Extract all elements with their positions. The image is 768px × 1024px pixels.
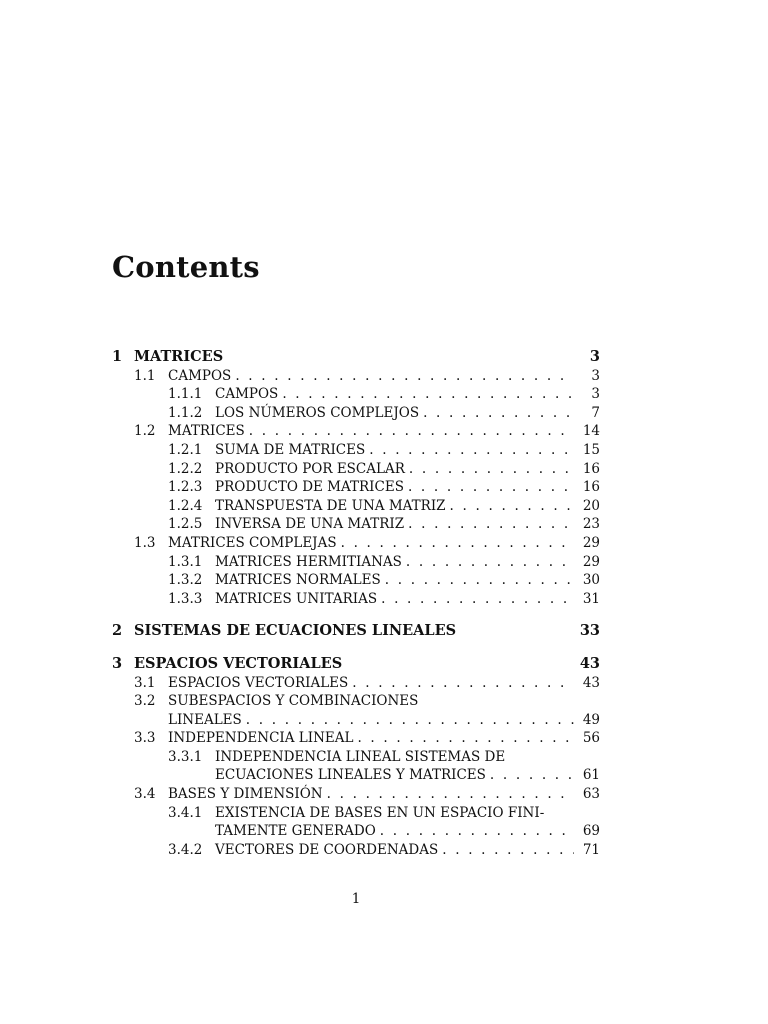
dot-leader (341, 534, 574, 553)
toc-number: 1.3 (134, 534, 156, 551)
toc-page: 23 (582, 516, 600, 533)
toc-title: INDEPENDENCIA LINEAL (168, 730, 354, 747)
toc-title: MATRICES HERMITIANAS (215, 553, 402, 570)
toc-number: 3.3 (134, 730, 156, 747)
toc-title: BASES Y DIMENSIÓN (168, 786, 323, 803)
toc-chapter-3[interactable] (112, 655, 600, 674)
dot-leader (408, 515, 574, 534)
toc-page: 29 (582, 534, 600, 551)
toc-subsection-3-4-1[interactable] (112, 804, 600, 823)
dot-leader (246, 711, 574, 730)
toc-title-line-2: LINEALES (168, 711, 242, 728)
toc-section-1-1[interactable] (112, 367, 600, 386)
toc-page: 56 (582, 730, 600, 747)
toc-title: SUMA DE MATRICES (215, 441, 366, 458)
toc-title: ESPACIOS VECTORIALES (168, 674, 349, 691)
dot-leader (442, 841, 574, 860)
toc-title: MATRICES (168, 423, 245, 440)
toc-number: 1.3.3 (168, 590, 203, 607)
toc-section-1-2[interactable] (112, 422, 600, 441)
toc-title: VECTORES DE COORDENADAS (215, 841, 439, 858)
toc-title: CAMPOS (215, 386, 279, 403)
dot-leader (423, 404, 574, 423)
toc-number: 1.3.1 (168, 553, 203, 570)
toc-number: 1.1.2 (168, 404, 203, 421)
dot-leader (408, 478, 574, 497)
dot-leader (381, 590, 574, 609)
toc-title: PRODUCTO POR ESCALAR (215, 460, 405, 477)
toc-number: 3 (112, 654, 123, 672)
dot-leader (369, 441, 574, 460)
toc-title: PRODUCTO DE MATRICES (215, 479, 404, 496)
toc-page: 15 (582, 441, 600, 458)
toc-number: 1.2.1 (168, 441, 203, 458)
toc-number: 1.2.4 (168, 497, 203, 514)
toc-title: MATRICES UNITARIAS (215, 590, 378, 607)
dot-leader (490, 766, 574, 785)
toc-title-line-2: ECUACIONES LINEALES Y MATRICES (215, 767, 486, 784)
toc-subsection-1-2-5[interactable] (112, 515, 600, 534)
toc-title: LOS NÚMEROS COMPLEJOS (215, 404, 420, 421)
dot-leader (327, 785, 574, 804)
toc-section-3-2-continued[interactable] (168, 711, 600, 730)
toc-title: MATRICES (134, 348, 224, 365)
toc-section-3-3[interactable] (112, 729, 600, 748)
toc-subsection-1-2-4[interactable] (112, 497, 600, 516)
toc-number: 3.1 (134, 674, 156, 691)
toc-subsection-1-3-3[interactable] (112, 590, 600, 609)
dot-leader (450, 497, 574, 516)
dot-leader (249, 422, 574, 441)
toc-page: 30 (582, 572, 600, 589)
toc-page: 3 (591, 367, 600, 384)
toc-chapter-1[interactable] (112, 348, 600, 367)
toc-title-line-1: INDEPENDENCIA LINEAL SISTEMAS DE (215, 748, 506, 765)
toc-title-line-2: TAMENTE GENERADO (215, 823, 376, 840)
toc-number: 1 (112, 348, 123, 365)
toc-page: 43 (579, 654, 600, 672)
toc-number: 1.2.5 (168, 516, 203, 533)
toc-number: 2 (112, 622, 123, 640)
dot-leader (235, 367, 574, 386)
dot-leader (282, 385, 574, 404)
toc-subsection-1-3-1[interactable] (112, 553, 600, 572)
toc-page: 29 (582, 553, 600, 570)
toc-subsection-3-3-1-continued[interactable] (215, 766, 600, 785)
toc-number: 1.3.2 (168, 572, 203, 589)
toc-page: 16 (582, 479, 600, 496)
toc-number: 3.2 (134, 693, 156, 710)
dot-leader (380, 822, 574, 841)
toc-section-1-3[interactable] (112, 534, 600, 553)
toc-subsection-1-2-3[interactable] (112, 478, 600, 497)
toc-subsection-1-2-1[interactable] (112, 441, 600, 460)
toc-page: 43 (582, 674, 600, 691)
toc-number: 1.1 (134, 367, 156, 384)
toc-subsection-3-4-1-continued[interactable] (215, 822, 600, 841)
toc-title: TRANSPUESTA DE UNA MATRIZ (215, 497, 446, 514)
toc-page: 49 (582, 711, 600, 728)
toc-title: SISTEMAS DE ECUACIONES LINEALES (134, 622, 457, 640)
toc-number: 3.4.1 (168, 804, 203, 821)
toc-subsection-1-1-1[interactable] (112, 385, 600, 404)
toc-section-3-4[interactable] (112, 785, 600, 804)
toc-title-line-1: EXISTENCIA DE BASES EN UN ESPACIO FINI- (215, 804, 545, 821)
toc-number: 3.4 (134, 786, 156, 803)
toc-title-line-1: SUBESPACIOS Y COMBINACIONES (168, 693, 419, 710)
toc-subsection-1-1-2[interactable] (112, 404, 600, 423)
dot-leader (357, 729, 574, 748)
toc-number: 1.2.2 (168, 460, 203, 477)
table-of-contents (112, 348, 600, 859)
toc-number: 1.2.3 (168, 479, 203, 496)
toc-page: 61 (582, 767, 600, 784)
toc-section-3-1[interactable] (112, 674, 600, 693)
toc-title: CAMPOS (168, 367, 232, 384)
toc-number: 3.3.1 (168, 748, 203, 765)
toc-page: 33 (579, 622, 600, 640)
toc-page: 3 (589, 348, 600, 365)
toc-number: 1.1.1 (168, 386, 203, 403)
toc-chapter-2[interactable] (112, 622, 600, 641)
toc-title: INVERSA DE UNA MATRIZ (215, 516, 405, 533)
toc-title: MATRICES NORMALES (215, 572, 381, 589)
toc-title: ESPACIOS VECTORIALES (134, 654, 343, 672)
toc-page: 14 (582, 423, 600, 440)
toc-page: 69 (582, 823, 600, 840)
toc-number: 3.4.2 (168, 841, 203, 858)
toc-page: 16 (582, 460, 600, 477)
toc-page: 7 (591, 404, 600, 421)
toc-page: 71 (582, 841, 600, 858)
toc-page: 3 (591, 386, 600, 403)
dot-leader (409, 460, 574, 479)
dot-leader (385, 571, 574, 590)
toc-subsection-1-2-2[interactable] (112, 460, 600, 479)
page-title: Contents (112, 250, 260, 284)
dot-leader (352, 674, 574, 693)
toc-subsection-1-3-2[interactable] (112, 571, 600, 590)
toc-page: 63 (582, 786, 600, 803)
dot-leader (406, 553, 574, 572)
toc-number: 1.2 (134, 423, 156, 440)
toc-section-3-2[interactable] (112, 692, 600, 711)
toc-page: 20 (582, 497, 600, 514)
toc-subsection-3-3-1[interactable] (112, 748, 600, 767)
page-number: 1 (351, 891, 361, 907)
toc-subsection-3-4-2[interactable] (112, 841, 600, 860)
toc-page: 31 (582, 590, 600, 607)
toc-title: MATRICES COMPLEJAS (168, 534, 337, 551)
